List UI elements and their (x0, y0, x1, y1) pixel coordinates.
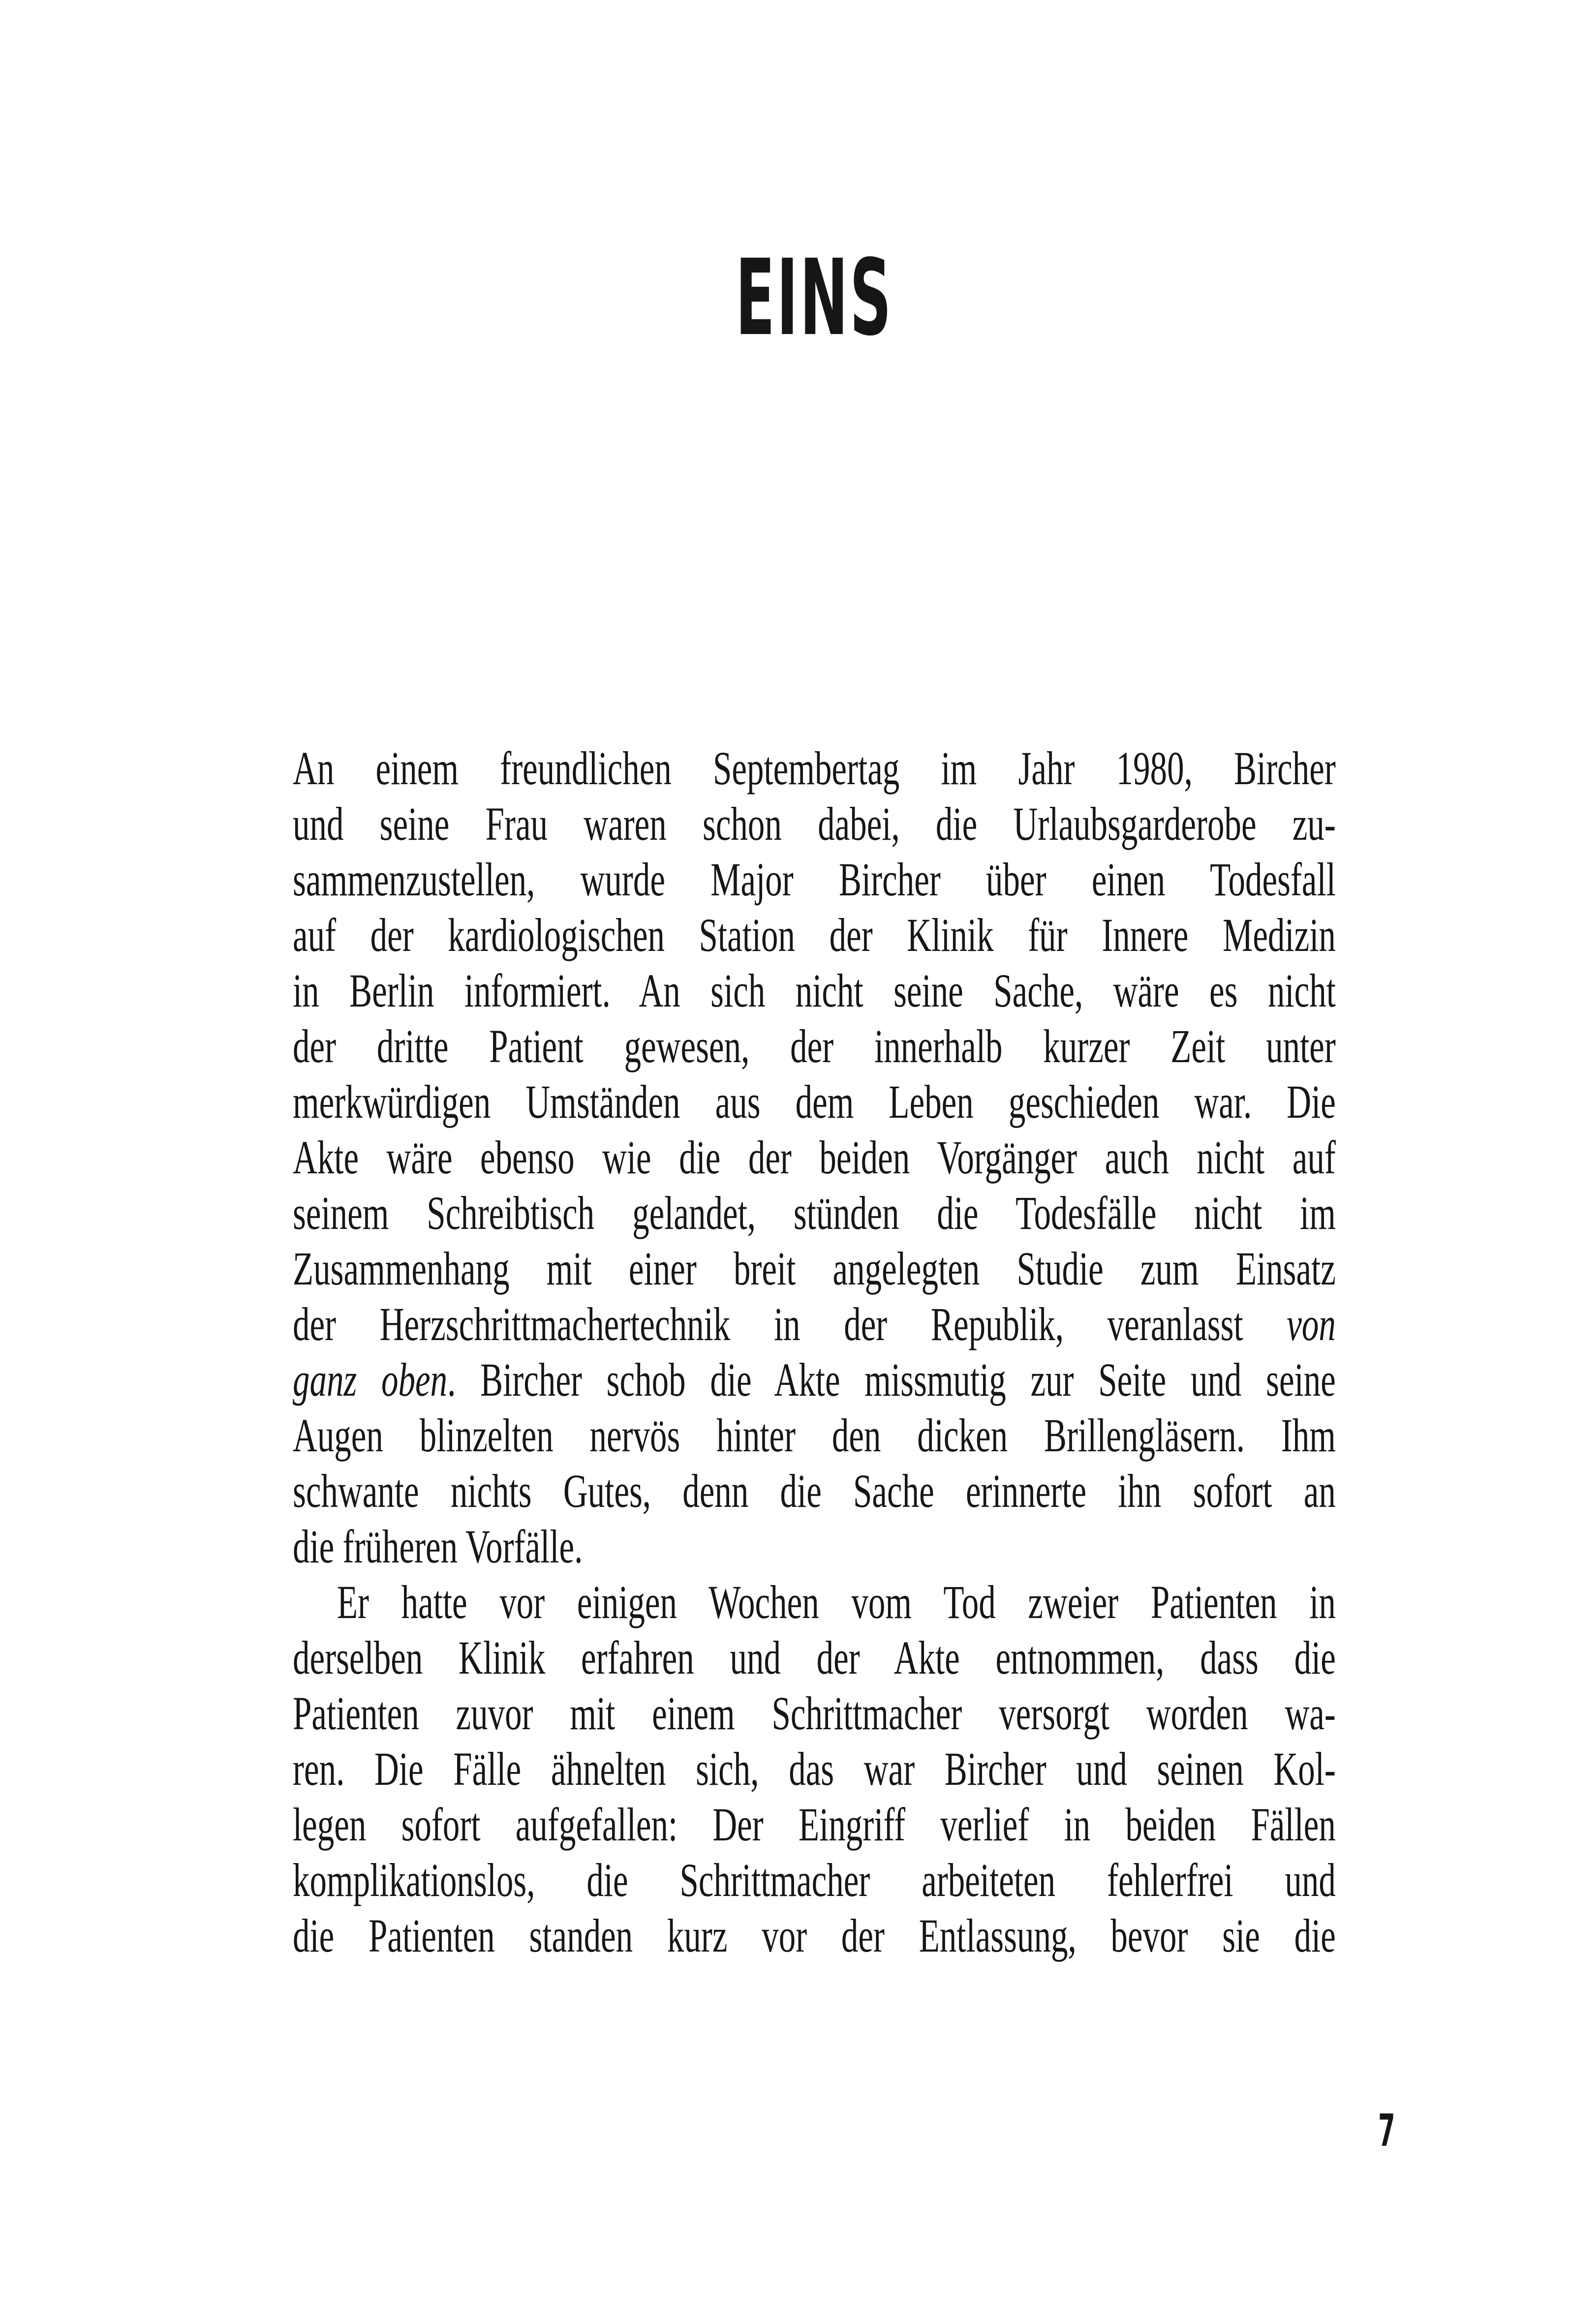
body-line: Augen blinzelten nervös hinter den dicken Brillengläsern. Ihm (293, 1409, 1336, 1462)
page-number (1357, 2105, 1416, 2157)
body-line (293, 1296, 1336, 1352)
body-line: Akte wäre ebenso wie die der beiden Vorgänger auch nicht auf (293, 1131, 1336, 1184)
chapter-heading (293, 237, 1336, 359)
body-line: Er hatte vor einigen Wochen vom Tod zweier Patienten in (337, 1576, 1336, 1628)
chapter-heading-text: EINS (735, 237, 893, 359)
body-line: ren. Die Fälle ähnelten sich, das war Bircher und seinen Kol- (293, 1743, 1336, 1795)
body-line: und seine Frau waren schon dabei, die Urlaubsgarderobe zu- (293, 797, 1336, 850)
body-line: die früheren Vorfälle. (293, 1520, 583, 1573)
paragraph-2 (293, 1574, 1336, 1963)
body-line-segment: der Herzschrittmachertechnik in der Republik, veranlasst (293, 1298, 1243, 1350)
body-line: der dritte Patient gewesen, der innerhalb kurzer Zeit unter (293, 1020, 1336, 1072)
body-line: Zusammenhang mit einer breit angelegten Studie zum Einsatz (293, 1242, 1336, 1295)
body-line: derselben Klinik erfahren und der Akte entnommen, dass die (293, 1631, 1336, 1684)
body-line: in Berlin informiert. An sich nicht seine Sache, wäre es nicht (293, 964, 1336, 1017)
body-line: die Patienten standen kurz vor der Entlassung, bevor sie die (293, 1909, 1336, 1962)
body-line: An einem freundlichen Septembertag im Jahr 1980, Bircher (293, 742, 1336, 795)
italic-phrase: von (1287, 1298, 1336, 1350)
italic-phrase: ganz oben (293, 1353, 448, 1406)
body-line: merkwürdigen Umständen aus dem Leben geschieden war. Die (293, 1075, 1336, 1128)
body-line: sammenzustellen, wurde Major Bircher über einen Todesfall (293, 853, 1336, 906)
paragraph-1 (293, 740, 1336, 1574)
body-line: seinem Schreibtisch gelandet, stünden die Todesfälle nicht im (293, 1187, 1336, 1239)
body-text (293, 740, 1336, 1963)
body-line: auf der kardiologischen Station der Klinik für Innere Medizin (293, 909, 1336, 961)
body-line: schwante nichts Gutes, denn die Sache erinnerte ihn sofort an (293, 1465, 1336, 1517)
body-line: komplikationslos, die Schrittmacher arbeiteten fehlerfrei und (293, 1854, 1336, 1906)
body-line: Patienten zuvor mit einem Schrittmacher versorgt worden wa- (293, 1687, 1336, 1740)
body-line (293, 1352, 1336, 1407)
page-number-text: 7 (1378, 2105, 1395, 2157)
body-line: legen sofort aufgefallen: Der Eingriff verlief in beiden Fällen (293, 1798, 1336, 1851)
body-line-segment: . Bircher schob die Akte missmutig zur Seite und seine (447, 1353, 1336, 1406)
